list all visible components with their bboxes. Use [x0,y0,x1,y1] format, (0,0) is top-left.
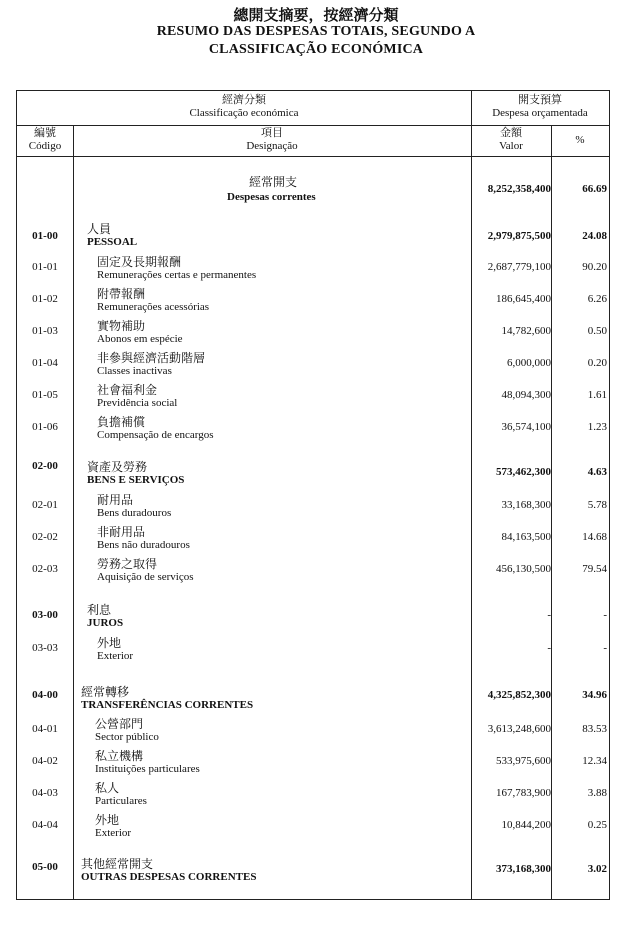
header-amount [471,127,551,153]
row-code: 03-03 [32,642,58,654]
row-value: 14,782,600 [501,325,551,337]
header-code-pt: Código [28,140,62,152]
total-label-pt: Despesas correntes [227,191,316,203]
row-percent: 3.02 [587,863,607,875]
row-label-pt: Exterior [95,827,132,839]
header-classification-zh: 經濟分類 [222,94,266,106]
header-budget-zh: 開支預算 [518,94,562,106]
row-label-pt: Particulares [95,795,147,807]
row-code: 01-01 [32,261,58,273]
row-label-zh: 資產及勞務 [87,460,148,474]
row-value: 33,168,300 [501,499,551,511]
row-label-zh: 固定及長期報酬 [97,255,182,269]
row-label-pt: Bens não duradouros [97,539,190,551]
header-rule-2 [17,156,609,157]
row-label-pt: Remunerações certas e permanentes [97,269,257,281]
row-value: 533,975,600 [496,755,551,767]
row-value: 48,094,300 [501,389,551,401]
row-label-zh: 人員 [87,222,112,236]
row-label-pt: Instituições particulares [95,763,200,775]
row-label-pt: PESSOAL [87,236,138,248]
row-percent: 14.68 [582,531,607,543]
header-amount-zh: 金額 [500,127,522,139]
row-code: 03-00 [32,609,58,621]
row-percent: 0.25 [587,819,607,831]
row-label-pt: Exterior [97,650,134,662]
row-code: 04-02 [32,755,58,767]
header-budget-pt: Despesa orçamentada [492,107,588,119]
row-code: 04-01 [32,723,58,735]
row-label-pt: JUROS [87,617,124,629]
row-label-pt: Remunerações acessórias [97,301,210,313]
row-percent: 12.34 [582,755,607,767]
row-value: 6,000,000 [507,357,551,369]
row-label-pt: BENS E SERVIÇOS [87,474,185,486]
row-percent: 90.20 [582,261,607,273]
row-label-zh: 非耐用品 [97,525,146,539]
row-percent: - [603,642,607,654]
row-value: - [547,642,551,654]
row-percent: 5.78 [587,499,607,511]
row-value: 167,783,900 [496,787,551,799]
header-item-pt: Designação [246,140,298,152]
row-code: 04-04 [32,819,58,831]
title-portuguese-line1: RESUMO DAS DESPESAS TOTAIS, SEGUNDO A [156,24,476,39]
row-percent: 24.08 [582,230,607,242]
row-label-pt: TRANSFERÊNCIAS CORRENTES [81,699,254,711]
row-label-zh: 利息 [87,603,112,617]
row-value: 10,844,200 [501,819,551,831]
row-label-zh: 勞務之取得 [97,557,158,571]
row-code: 01-03 [32,325,58,337]
row-label-zh: 外地 [97,636,122,650]
row-label-pt: OUTRAS DESPESAS CORRENTES [81,871,257,883]
row-code: 02-00 [32,460,58,472]
row-code: 01-05 [32,389,58,401]
row-label-zh: 私人 [95,781,120,795]
total-label-zh: 經常開支 [249,175,298,189]
title-chinese: 總開支摘要，按經濟分類 [233,8,399,24]
row-percent: 83.53 [582,723,607,735]
row-label-pt: Sector público [95,731,159,743]
row-percent: 1.23 [587,421,607,433]
divider-code-column [73,125,74,899]
header-classification-pt: Classificação económica [189,107,299,119]
row-value: 573,462,300 [496,466,551,478]
row-code: 02-02 [32,531,58,543]
row-value: 186,645,400 [496,293,551,305]
budget-table [16,90,610,900]
row-label-zh: 外地 [95,813,120,827]
header-classification [17,94,471,120]
row-code: 01-02 [32,293,58,305]
row-label-zh: 耐用品 [97,493,134,507]
row-value: 4,325,852,300 [487,689,551,701]
row-value: 2,687,779,100 [487,261,551,273]
row-code: 01-04 [32,357,58,369]
row-label-pt: Classes inactivas [97,365,172,377]
row-label-pt: Abonos em espécie [97,333,183,345]
header-item-zh: 項目 [261,127,283,139]
row-label-zh: 負擔補償 [97,415,146,429]
row-value: - [547,609,551,621]
header-amount-pt: Valor [499,140,523,152]
row-label-zh: 其他經常開支 [81,857,154,871]
row-code: 04-00 [32,689,58,701]
row-label-zh: 非參與經濟活動階層 [97,351,206,365]
row-percent: 34.96 [582,689,607,701]
row-label-zh: 社會福利金 [97,383,158,397]
total-value: 8,252,358,400 [487,183,551,195]
row-value: 36,574,100 [501,421,551,433]
row-percent: - [603,609,607,621]
row-code: 01-00 [32,230,58,242]
row-value: 456,130,500 [496,563,551,575]
row-percent: 4.63 [587,466,607,478]
row-label-zh: 附帶報酬 [97,287,146,301]
row-label-pt: Previdência social [97,397,178,409]
row-label-pt: Bens duradouros [97,507,172,519]
row-percent: 1.61 [587,389,607,401]
row-code: 01-06 [32,421,58,433]
header-item [73,127,471,153]
row-value: 2,979,875,500 [487,230,551,242]
row-percent: 0.50 [587,325,607,337]
header-rule-1 [17,125,609,126]
row-code: 04-03 [32,787,58,799]
header-code-zh: 編號 [34,127,56,139]
row-label-zh: 私立機構 [95,749,144,763]
divider-value-column [471,91,472,899]
total-percent: 66.69 [582,183,607,195]
row-label-pt: Compensação de encargos [97,429,214,441]
row-code: 02-03 [32,563,58,575]
row-label-zh: 經常轉移 [81,685,130,699]
header-percent: % [575,134,585,146]
row-percent: 3.88 [587,787,607,799]
row-label-pt: Aquisição de serviços [97,571,194,583]
divider-pct-column [551,125,552,899]
row-code: 02-01 [32,499,58,511]
header-code [17,127,73,153]
row-value: 3,613,248,600 [487,723,551,735]
row-value: 373,168,300 [496,863,551,875]
row-value: 84,163,500 [501,531,551,543]
row-label-zh: 實物補助 [97,319,146,333]
row-percent: 0.20 [587,357,607,369]
row-label-zh: 公營部門 [95,717,144,731]
title-portuguese-line2: CLASSIFICAÇÃO ECONÓMICA [208,42,424,57]
row-code: 05-00 [32,861,58,873]
row-percent: 79.54 [582,563,607,575]
row-percent: 6.26 [587,293,607,305]
header-budget [471,94,609,120]
